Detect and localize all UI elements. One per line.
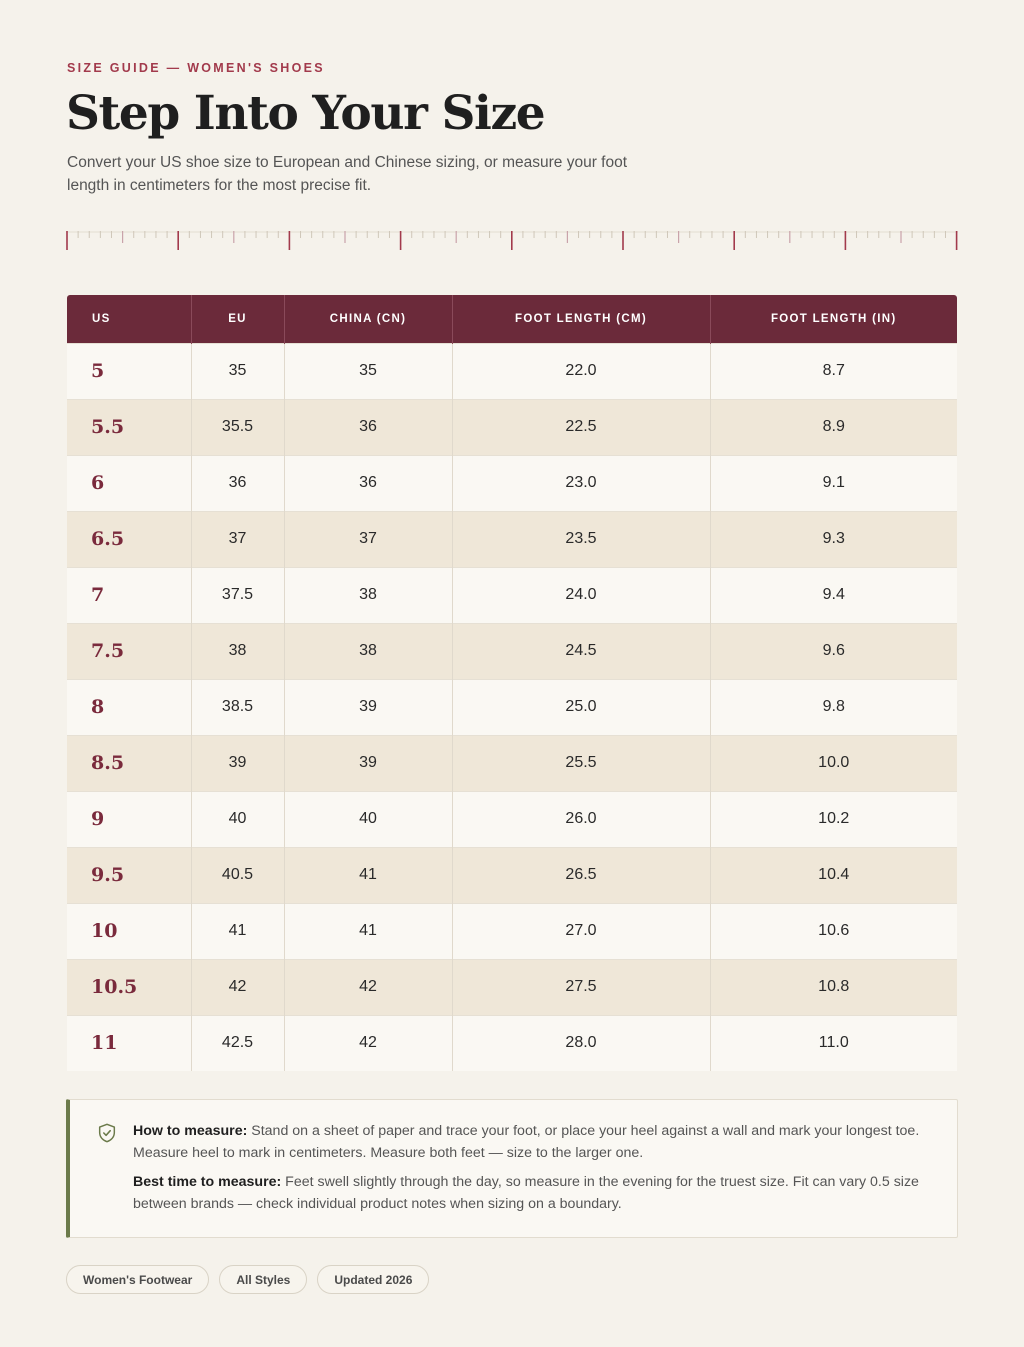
page-subtitle: Convert your US shoe size to European and Chinese sizing, or measure your foot length in centimeters for the most precise fit. bbox=[67, 154, 628, 194]
cell-foot-length-cm: 27.5 bbox=[452, 959, 710, 1015]
cell-china: 40 bbox=[284, 791, 452, 847]
cell-us: 9 bbox=[67, 791, 191, 847]
cell-foot-length-cm: 24.5 bbox=[452, 623, 710, 679]
cell-foot-length-in: 9.3 bbox=[710, 511, 957, 567]
table-row bbox=[67, 399, 957, 455]
table-header-row bbox=[67, 295, 957, 343]
cell-foot-length-cm: 26.5 bbox=[452, 847, 710, 903]
cell-china: 35 bbox=[284, 343, 452, 399]
cell-foot-length-cm: 26.0 bbox=[452, 791, 710, 847]
table-row bbox=[67, 455, 957, 511]
table-row bbox=[67, 735, 957, 791]
cell-eu: 42.5 bbox=[191, 1015, 284, 1071]
cell-eu: 41 bbox=[191, 903, 284, 959]
cell-foot-length-cm: 22.5 bbox=[452, 399, 710, 455]
cell-foot-length-in: 9.4 bbox=[710, 567, 957, 623]
cell-eu: 37 bbox=[191, 511, 284, 567]
cell-foot-length-in: 8.7 bbox=[710, 343, 957, 399]
table-row bbox=[67, 511, 957, 567]
cell-china: 42 bbox=[284, 959, 452, 1015]
table-row bbox=[67, 847, 957, 903]
tag-list bbox=[66, 1265, 429, 1294]
shield-check-icon bbox=[96, 1122, 118, 1144]
cell-us: 10 bbox=[67, 903, 191, 959]
cell-eu: 39 bbox=[191, 735, 284, 791]
cell-us: 7.5 bbox=[67, 623, 191, 679]
cell-foot-length-in: 10.0 bbox=[710, 735, 957, 791]
cell-eu: 40.5 bbox=[191, 847, 284, 903]
table-row bbox=[67, 679, 957, 735]
column-header-foot-length-in: FOOT LENGTH (IN) bbox=[710, 295, 957, 343]
cell-foot-length-in: 9.1 bbox=[710, 455, 957, 511]
cell-eu: 40 bbox=[191, 791, 284, 847]
cell-us: 6.5 bbox=[67, 511, 191, 567]
cell-us: 9.5 bbox=[67, 847, 191, 903]
cell-us: 5.5 bbox=[67, 399, 191, 455]
cell-foot-length-cm: 23.5 bbox=[452, 511, 710, 567]
column-header-us: US bbox=[67, 295, 191, 343]
page-eyebrow: SIZE GUIDE — WOMEN'S SHOES bbox=[67, 61, 325, 75]
how-to-measure-paragraph bbox=[133, 1120, 933, 1164]
table-row bbox=[67, 903, 957, 959]
how-to-measure-text: Stand on a sheet of paper and trace your foot, or place your heel against a wall and mark your longest toe. Measure heel to mark in centimeters. Measure both feet — size to the larger one. bbox=[133, 1123, 920, 1161]
cell-foot-length-cm: 27.0 bbox=[452, 903, 710, 959]
table-row bbox=[67, 623, 957, 679]
cell-foot-length-in: 10.2 bbox=[710, 791, 957, 847]
cell-eu: 42 bbox=[191, 959, 284, 1015]
cell-foot-length-cm: 28.0 bbox=[452, 1015, 710, 1071]
cell-china: 39 bbox=[284, 735, 452, 791]
best-time-label: Best time to measure: bbox=[133, 1174, 282, 1190]
cell-foot-length-cm: 23.0 bbox=[452, 455, 710, 511]
page-title: Step Into Your Size bbox=[66, 86, 545, 141]
cell-china: 36 bbox=[284, 455, 452, 511]
cell-china: 38 bbox=[284, 567, 452, 623]
table-row bbox=[67, 791, 957, 847]
cell-us: 7 bbox=[67, 567, 191, 623]
tag-womens-footwear[interactable]: Women's Footwear bbox=[66, 1265, 209, 1294]
size-table-container bbox=[67, 295, 957, 1071]
cell-foot-length-in: 9.6 bbox=[710, 623, 957, 679]
cell-eu: 38 bbox=[191, 623, 284, 679]
cell-china: 36 bbox=[284, 399, 452, 455]
column-header-eu: EU bbox=[191, 295, 284, 343]
cell-foot-length-cm: 24.0 bbox=[452, 567, 710, 623]
cell-china: 37 bbox=[284, 511, 452, 567]
cell-us: 11 bbox=[67, 1015, 191, 1071]
cell-foot-length-in: 11.0 bbox=[710, 1015, 957, 1071]
ruler-decoration bbox=[66, 228, 958, 252]
cell-us: 5 bbox=[67, 343, 191, 399]
column-header-foot-length-cm: FOOT LENGTH (CM) bbox=[452, 295, 710, 343]
cell-us: 8.5 bbox=[67, 735, 191, 791]
cell-china: 41 bbox=[284, 903, 452, 959]
cell-eu: 35 bbox=[191, 343, 284, 399]
cell-foot-length-in: 10.4 bbox=[710, 847, 957, 903]
table-header bbox=[67, 295, 957, 343]
cell-foot-length-cm: 22.0 bbox=[452, 343, 710, 399]
cell-us: 10.5 bbox=[67, 959, 191, 1015]
size-conversion-table bbox=[67, 295, 957, 1071]
tag-all-styles[interactable]: All Styles bbox=[219, 1265, 307, 1294]
table-row bbox=[67, 567, 957, 623]
best-time-paragraph bbox=[133, 1171, 933, 1215]
cell-foot-length-in: 9.8 bbox=[710, 679, 957, 735]
column-header-china: CHINA (CN) bbox=[284, 295, 452, 343]
tips-text bbox=[133, 1120, 933, 1222]
cell-foot-length-in: 10.8 bbox=[710, 959, 957, 1015]
cell-foot-length-cm: 25.5 bbox=[452, 735, 710, 791]
table-body bbox=[67, 343, 957, 1071]
table-row bbox=[67, 959, 957, 1015]
cell-china: 38 bbox=[284, 623, 452, 679]
cell-foot-length-in: 10.6 bbox=[710, 903, 957, 959]
cell-china: 39 bbox=[284, 679, 452, 735]
measurement-tips bbox=[66, 1099, 958, 1238]
cell-eu: 37.5 bbox=[191, 567, 284, 623]
cell-us: 8 bbox=[67, 679, 191, 735]
cell-china: 41 bbox=[284, 847, 452, 903]
cell-eu: 36 bbox=[191, 455, 284, 511]
table-row bbox=[67, 1015, 957, 1071]
tag-updated[interactable]: Updated 2026 bbox=[317, 1265, 429, 1294]
cell-eu: 38.5 bbox=[191, 679, 284, 735]
cell-foot-length-in: 8.9 bbox=[710, 399, 957, 455]
cell-china: 42 bbox=[284, 1015, 452, 1071]
cell-foot-length-cm: 25.0 bbox=[452, 679, 710, 735]
cell-us: 6 bbox=[67, 455, 191, 511]
best-time-text: Feet swell slightly through the day, so measure in the evening for the truest size. Fit can vary 0.5 size between brands — check individual product notes when sizing on a boundary. bbox=[133, 1174, 919, 1212]
how-to-measure-label: How to measure: bbox=[133, 1123, 248, 1139]
cell-eu: 35.5 bbox=[191, 399, 284, 455]
table-row bbox=[67, 343, 957, 399]
